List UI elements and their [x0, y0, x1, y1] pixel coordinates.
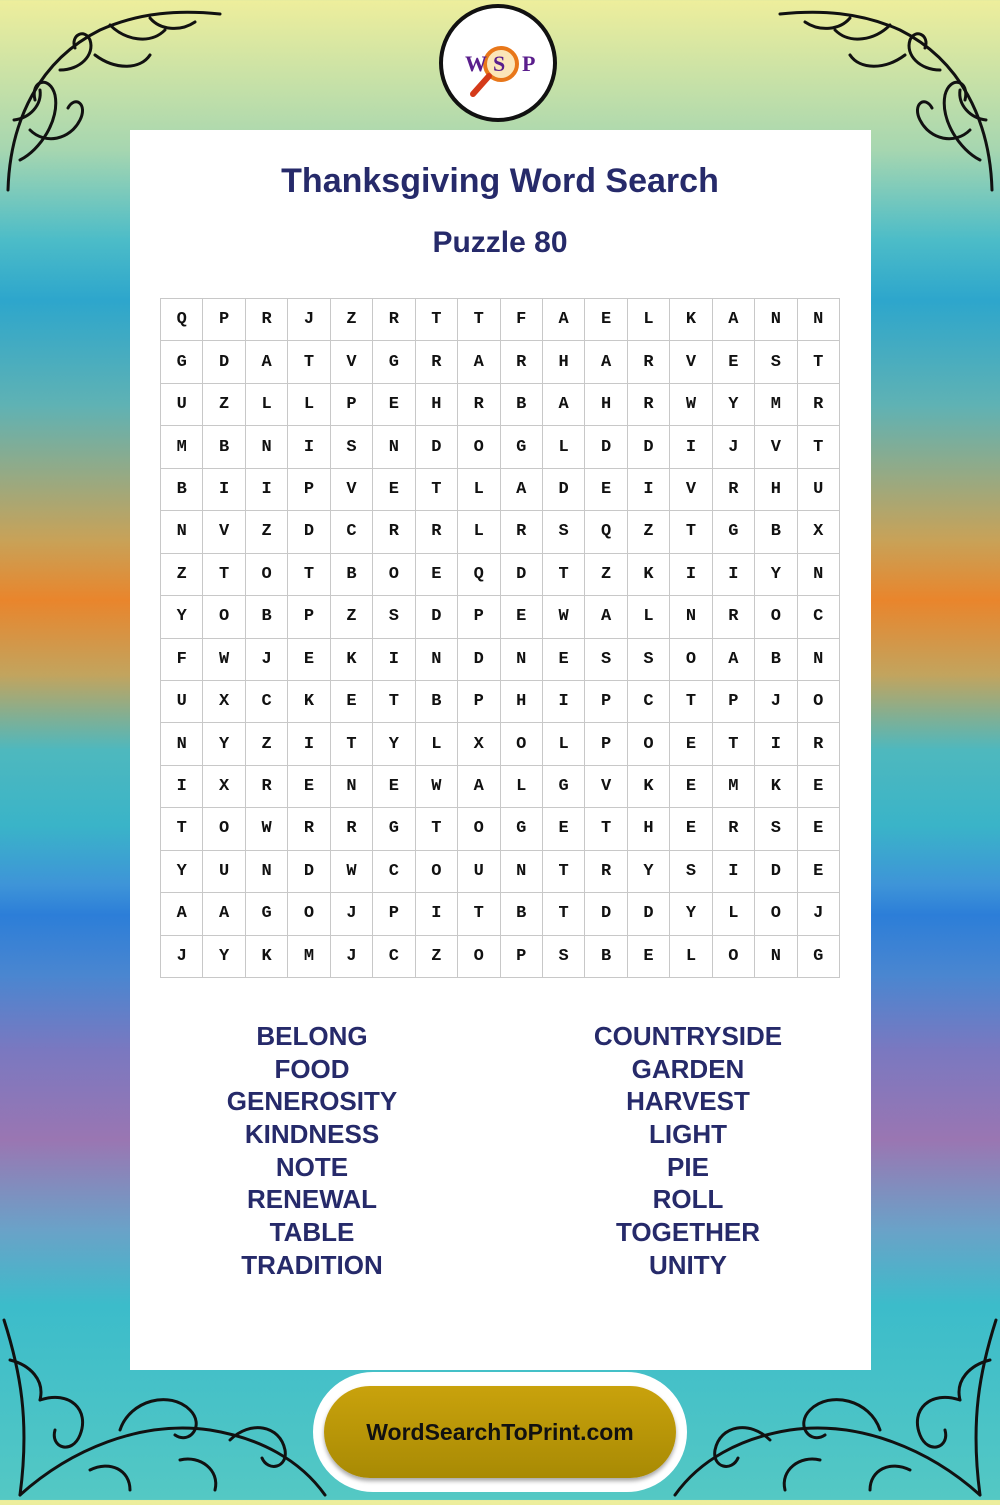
grid-cell[interactable]: A [246, 341, 288, 383]
grid-cell[interactable]: I [670, 426, 712, 468]
grid-cell[interactable]: Y [628, 851, 670, 893]
grid-cell[interactable]: A [161, 893, 203, 935]
grid-cell[interactable]: O [458, 808, 500, 850]
word-list-item: LIGHT [649, 1119, 727, 1150]
grid-cell[interactable]: T [670, 681, 712, 723]
grid-cell[interactable]: E [798, 766, 840, 808]
grid-cell[interactable]: Z [161, 554, 203, 596]
grid-cell[interactable]: M [288, 936, 330, 978]
word-list-item: GENEROSITY [226, 1086, 398, 1117]
grid-cell[interactable]: A [458, 766, 500, 808]
grid-cell[interactable]: J [798, 893, 840, 935]
grid-cell[interactable]: K [288, 681, 330, 723]
grid-cell[interactable]: T [416, 808, 458, 850]
grid-cell[interactable]: T [416, 469, 458, 511]
grid-cell[interactable]: R [246, 766, 288, 808]
grid-cell[interactable]: O [373, 554, 415, 596]
grid-cell[interactable]: E [373, 469, 415, 511]
grid-cell[interactable]: Y [161, 596, 203, 638]
grid-cell[interactable]: T [458, 893, 500, 935]
grid-cell[interactable]: Z [331, 299, 373, 341]
grid-cell[interactable]: J [288, 299, 330, 341]
grid-cell[interactable]: R [501, 341, 543, 383]
grid-cell[interactable]: T [713, 723, 755, 765]
grid-cell[interactable]: E [543, 639, 585, 681]
grid-cell[interactable]: C [628, 681, 670, 723]
grid-cell[interactable]: H [628, 808, 670, 850]
grid-cell[interactable]: P [331, 384, 373, 426]
grid-cell[interactable]: D [543, 469, 585, 511]
grid-cell[interactable]: T [543, 893, 585, 935]
logo-letter-p: P [522, 51, 536, 76]
grid-cell[interactable]: Y [373, 723, 415, 765]
grid-cell[interactable]: H [755, 469, 797, 511]
grid-cell[interactable]: O [755, 596, 797, 638]
grid-cell[interactable]: P [585, 681, 627, 723]
grid-cell[interactable]: R [373, 511, 415, 553]
grid-cell[interactable]: L [670, 936, 712, 978]
grid-cell[interactable]: I [628, 469, 670, 511]
grid-cell[interactable]: W [331, 851, 373, 893]
grid-cell[interactable]: P [373, 893, 415, 935]
grid-cell[interactable]: P [288, 596, 330, 638]
grid-cell[interactable]: G [543, 766, 585, 808]
grid-cell[interactable]: B [755, 639, 797, 681]
grid-cell[interactable]: B [416, 681, 458, 723]
grid-cell[interactable]: T [543, 554, 585, 596]
grid-cell[interactable]: O [501, 723, 543, 765]
grid-cell[interactable]: C [373, 936, 415, 978]
grid-cell[interactable]: D [288, 851, 330, 893]
grid-cell[interactable]: S [670, 851, 712, 893]
grid-cell[interactable]: D [501, 554, 543, 596]
grid-cell[interactable]: D [585, 426, 627, 468]
grid-cell[interactable]: N [501, 851, 543, 893]
grid-cell[interactable]: V [331, 341, 373, 383]
grid-cell[interactable]: E [543, 808, 585, 850]
grid-cell[interactable]: N [161, 723, 203, 765]
grid-cell[interactable]: M [713, 766, 755, 808]
grid-cell[interactable]: B [585, 936, 627, 978]
grid-cell[interactable]: I [203, 469, 245, 511]
grid-cell[interactable]: W [203, 639, 245, 681]
grid-cell[interactable]: P [585, 723, 627, 765]
grid-cell[interactable]: C [798, 596, 840, 638]
grid-cell[interactable]: Z [416, 936, 458, 978]
grid-cell[interactable]: L [543, 723, 585, 765]
grid-cell[interactable]: E [373, 766, 415, 808]
grid-cell[interactable]: T [203, 554, 245, 596]
grid-cell[interactable]: G [373, 808, 415, 850]
grid-cell[interactable]: I [161, 766, 203, 808]
word-list-item: PIE [667, 1151, 709, 1182]
grid-cell[interactable]: T [798, 341, 840, 383]
grid-cell[interactable]: A [543, 299, 585, 341]
grid-cell[interactable]: B [501, 384, 543, 426]
grid-cell[interactable]: V [331, 469, 373, 511]
grid-cell[interactable]: K [246, 936, 288, 978]
grid-cell[interactable]: A [203, 893, 245, 935]
grid-cell[interactable]: T [543, 851, 585, 893]
grid-cell[interactable]: E [331, 681, 373, 723]
grid-cell[interactable]: C [373, 851, 415, 893]
grid-cell[interactable]: F [501, 299, 543, 341]
grid-cell[interactable]: T [288, 554, 330, 596]
grid-cell[interactable]: Z [585, 554, 627, 596]
grid-cell[interactable]: B [246, 596, 288, 638]
grid-cell[interactable]: R [798, 384, 840, 426]
grid-cell[interactable]: U [161, 384, 203, 426]
grid-cell[interactable]: J [713, 426, 755, 468]
word-list-right [538, 1018, 838, 1280]
grid-cell[interactable]: M [755, 384, 797, 426]
grid-cell[interactable]: R [373, 299, 415, 341]
grid-cell[interactable]: X [203, 766, 245, 808]
grid-cell[interactable]: N [246, 851, 288, 893]
grid-cell[interactable]: V [203, 511, 245, 553]
grid-cell[interactable]: T [670, 511, 712, 553]
grid-cell[interactable]: D [416, 426, 458, 468]
grid-cell[interactable]: T [458, 299, 500, 341]
grid-cell[interactable]: O [670, 639, 712, 681]
word-list-item: TABLE [269, 1217, 355, 1248]
grid-cell[interactable]: Q [161, 299, 203, 341]
grid-cell[interactable]: B [161, 469, 203, 511]
grid-cell[interactable]: L [628, 596, 670, 638]
grid-cell[interactable]: S [628, 639, 670, 681]
grid-cell[interactable]: N [798, 299, 840, 341]
grid-cell[interactable]: R [713, 808, 755, 850]
grid-cell[interactable]: O [288, 893, 330, 935]
grid-cell[interactable]: J [331, 893, 373, 935]
grid-cell[interactable]: R [458, 384, 500, 426]
word-list-item: UNITY [649, 1249, 727, 1280]
grid-cell[interactable]: A [543, 384, 585, 426]
grid-cell[interactable]: N [373, 426, 415, 468]
grid-cell[interactable]: A [713, 299, 755, 341]
grid-cell[interactable]: J [161, 936, 203, 978]
grid-cell[interactable]: E [670, 766, 712, 808]
grid-cell[interactable]: U [161, 681, 203, 723]
grid-cell[interactable]: T [373, 681, 415, 723]
grid-cell[interactable]: Y [203, 723, 245, 765]
grid-cell[interactable]: W [670, 384, 712, 426]
grid-cell[interactable]: G [501, 808, 543, 850]
grid-cell[interactable]: R [416, 511, 458, 553]
grid-cell[interactable]: L [501, 766, 543, 808]
letter-grid [160, 298, 840, 978]
grid-cell[interactable]: L [458, 469, 500, 511]
grid-cell[interactable]: S [331, 426, 373, 468]
grid-cell[interactable]: Z [203, 384, 245, 426]
grid-cell[interactable]: N [798, 554, 840, 596]
grid-cell[interactable]: I [246, 469, 288, 511]
grid-cell[interactable]: Y [755, 554, 797, 596]
word-list-item: KINDNESS [244, 1119, 380, 1150]
grid-cell[interactable]: N [246, 426, 288, 468]
grid-cell[interactable]: S [373, 596, 415, 638]
grid-cell[interactable]: V [585, 766, 627, 808]
grid-cell[interactable]: G [246, 893, 288, 935]
word-list-item: COUNTRYSIDE [593, 1021, 783, 1051]
grid-cell[interactable]: P [288, 469, 330, 511]
grid-cell[interactable]: L [628, 299, 670, 341]
grid-cell[interactable]: O [798, 681, 840, 723]
grid-cell[interactable]: Z [246, 511, 288, 553]
grid-cell[interactable]: I [713, 554, 755, 596]
word-list-item: HARVEST [626, 1086, 750, 1117]
grid-cell[interactable]: O [713, 936, 755, 978]
grid-cell[interactable]: K [628, 766, 670, 808]
grid-cell[interactable]: O [203, 596, 245, 638]
grid-cell[interactable]: B [755, 511, 797, 553]
grid-cell[interactable]: U [798, 469, 840, 511]
logo-letter-s: S [493, 51, 506, 76]
grid-cell[interactable]: J [331, 936, 373, 978]
logo-letter-w: W [465, 51, 487, 76]
grid-cell[interactable]: O [458, 426, 500, 468]
grid-cell[interactable]: P [713, 681, 755, 723]
grid-cell[interactable]: D [416, 596, 458, 638]
grid-cell[interactable]: M [161, 426, 203, 468]
word-list-item: FOOD [274, 1053, 350, 1084]
grid-cell[interactable]: J [755, 681, 797, 723]
grid-cell[interactable]: D [755, 851, 797, 893]
grid-cell[interactable]: T [798, 426, 840, 468]
word-list-item: ROLL [652, 1184, 724, 1215]
grid-cell[interactable]: A [713, 639, 755, 681]
grid-cell[interactable]: N [798, 639, 840, 681]
grid-cell[interactable]: S [543, 511, 585, 553]
grid-cell[interactable]: T [585, 808, 627, 850]
grid-cell[interactable]: Y [203, 936, 245, 978]
grid-cell[interactable]: H [585, 384, 627, 426]
grid-cell[interactable]: O [755, 893, 797, 935]
grid-cell[interactable]: D [203, 341, 245, 383]
grid-cell[interactable]: Z [628, 511, 670, 553]
grid-cell[interactable]: D [288, 511, 330, 553]
grid-cell[interactable]: O [458, 936, 500, 978]
grid-cell[interactable]: H [501, 681, 543, 723]
grid-cell[interactable]: Y [713, 384, 755, 426]
wsp-logo [439, 4, 557, 122]
grid-cell[interactable]: N [501, 639, 543, 681]
grid-cell[interactable]: D [628, 893, 670, 935]
word-list-item: TRADITION [241, 1249, 383, 1280]
grid-cell[interactable]: V [670, 341, 712, 383]
grid-cell[interactable]: R [585, 851, 627, 893]
grid-cell[interactable]: W [416, 766, 458, 808]
grid-cell[interactable]: E [585, 469, 627, 511]
grid-cell[interactable]: B [203, 426, 245, 468]
grid-cell[interactable]: H [416, 384, 458, 426]
grid-cell[interactable]: G [373, 341, 415, 383]
grid-cell[interactable]: L [713, 893, 755, 935]
grid-cell[interactable]: L [458, 511, 500, 553]
grid-cell[interactable]: C [331, 511, 373, 553]
grid-cell[interactable]: R [628, 384, 670, 426]
grid-cell[interactable]: S [543, 936, 585, 978]
grid-cell[interactable]: E [288, 639, 330, 681]
grid-cell[interactable]: L [543, 426, 585, 468]
grid-cell[interactable]: L [246, 384, 288, 426]
grid-cell[interactable]: R [246, 299, 288, 341]
grid-cell[interactable]: G [713, 511, 755, 553]
grid-cell[interactable]: B [331, 554, 373, 596]
grid-cell[interactable]: S [755, 341, 797, 383]
grid-cell[interactable]: V [670, 469, 712, 511]
grid-cell[interactable]: N [416, 639, 458, 681]
page-title: Thanksgiving Word Search [281, 162, 719, 200]
grid-cell[interactable]: X [798, 511, 840, 553]
grid-cell[interactable]: R [331, 808, 373, 850]
grid-cell[interactable]: O [246, 554, 288, 596]
grid-cell[interactable]: Q [585, 511, 627, 553]
grid-cell[interactable]: E [585, 299, 627, 341]
grid-cell[interactable]: N [331, 766, 373, 808]
puzzle-number: Puzzle 80 [432, 226, 568, 259]
grid-cell[interactable]: S [585, 639, 627, 681]
grid-cell[interactable]: R [713, 469, 755, 511]
grid-cell[interactable]: P [458, 681, 500, 723]
grid-cell[interactable]: G [161, 341, 203, 383]
word-list-item: GARDEN [631, 1053, 745, 1084]
word-list-item: RENEWAL [247, 1184, 377, 1215]
grid-cell[interactable]: K [755, 766, 797, 808]
grid-cell[interactable]: E [501, 596, 543, 638]
grid-cell[interactable]: G [798, 936, 840, 978]
grid-cell[interactable]: Z [331, 596, 373, 638]
grid-cell[interactable]: B [501, 893, 543, 935]
grid-cell[interactable]: H [543, 341, 585, 383]
grid-cell[interactable]: D [585, 893, 627, 935]
grid-cell[interactable]: P [458, 596, 500, 638]
grid-cell[interactable]: G [501, 426, 543, 468]
grid-cell[interactable]: E [288, 766, 330, 808]
grid-cell[interactable]: O [416, 851, 458, 893]
grid-cell[interactable]: Z [246, 723, 288, 765]
grid-cell[interactable]: W [543, 596, 585, 638]
grid-cell[interactable]: E [798, 851, 840, 893]
grid-cell[interactable]: K [670, 299, 712, 341]
grid-cell[interactable]: R [416, 341, 458, 383]
grid-cell[interactable]: V [755, 426, 797, 468]
grid-cell[interactable]: T [161, 808, 203, 850]
grid-cell[interactable]: I [670, 554, 712, 596]
grid-cell[interactable]: E [373, 384, 415, 426]
grid-cell[interactable]: O [628, 723, 670, 765]
grid-cell[interactable]: E [670, 808, 712, 850]
grid-cell[interactable]: T [288, 341, 330, 383]
grid-cell[interactable]: E [416, 554, 458, 596]
word-list-item: BELONG [256, 1021, 368, 1051]
grid-cell[interactable]: I [755, 723, 797, 765]
grid-cell[interactable]: I [373, 639, 415, 681]
grid-cell[interactable]: S [755, 808, 797, 850]
grid-cell[interactable]: T [416, 299, 458, 341]
grid-cell[interactable]: R [798, 723, 840, 765]
grid-cell[interactable]: I [288, 723, 330, 765]
grid-cell[interactable]: C [246, 681, 288, 723]
grid-cell[interactable]: J [246, 639, 288, 681]
grid-cell[interactable]: E [713, 341, 755, 383]
grid-cell[interactable]: F [161, 639, 203, 681]
word-list-item: NOTE [275, 1151, 349, 1182]
grid-cell[interactable]: N [161, 511, 203, 553]
grid-cell[interactable]: Q [458, 554, 500, 596]
grid-cell[interactable]: D [458, 639, 500, 681]
grid-cell[interactable]: U [203, 851, 245, 893]
website-link-button[interactable]: WordSearchToPrint.com [324, 1386, 676, 1478]
grid-cell[interactable]: P [501, 936, 543, 978]
grid-cell[interactable]: I [288, 426, 330, 468]
grid-cell[interactable]: A [458, 341, 500, 383]
grid-cell[interactable]: Y [161, 851, 203, 893]
grid-cell[interactable]: R [288, 808, 330, 850]
grid-cell[interactable]: E [628, 936, 670, 978]
grid-cell[interactable]: R [501, 511, 543, 553]
word-list-left [162, 1018, 462, 1280]
grid-cell[interactable]: N [755, 299, 797, 341]
grid-cell[interactable]: R [713, 596, 755, 638]
grid-cell[interactable]: X [458, 723, 500, 765]
grid-cell[interactable]: O [203, 808, 245, 850]
grid-cell[interactable]: A [501, 469, 543, 511]
grid-cell[interactable]: U [458, 851, 500, 893]
grid-cell[interactable]: E [798, 808, 840, 850]
grid-cell[interactable]: L [288, 384, 330, 426]
grid-cell[interactable]: N [755, 936, 797, 978]
grid-cell[interactable]: I [713, 851, 755, 893]
grid-cell[interactable]: A [585, 596, 627, 638]
grid-cell[interactable]: L [416, 723, 458, 765]
grid-cell[interactable]: R [628, 341, 670, 383]
grid-cell[interactable]: N [670, 596, 712, 638]
grid-cell[interactable]: E [670, 723, 712, 765]
grid-cell[interactable]: K [331, 639, 373, 681]
grid-cell[interactable]: W [246, 808, 288, 850]
word-list-item: TOGETHER [616, 1217, 760, 1248]
grid-cell[interactable]: A [585, 341, 627, 383]
grid-cell[interactable]: T [331, 723, 373, 765]
grid-cell[interactable]: I [543, 681, 585, 723]
grid-cell[interactable]: P [203, 299, 245, 341]
grid-cell[interactable]: K [628, 554, 670, 596]
grid-cell[interactable]: Y [670, 893, 712, 935]
grid-cell[interactable]: I [416, 893, 458, 935]
grid-cell[interactable]: X [203, 681, 245, 723]
grid-cell[interactable]: D [628, 426, 670, 468]
